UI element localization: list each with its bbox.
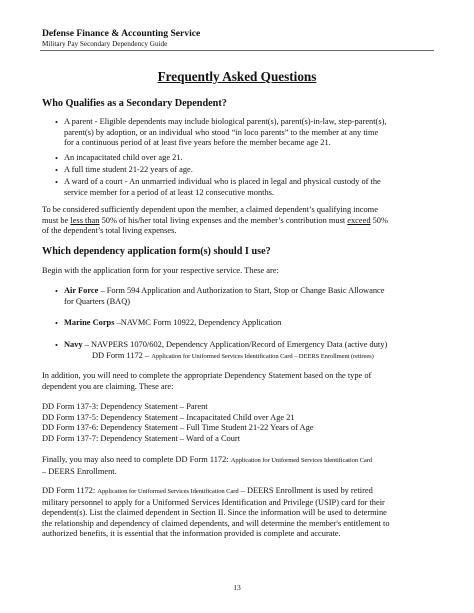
header-org: Defense Finance & Accounting Service: [42, 28, 201, 39]
form-list-item: DD Form 137-3: Dependency Statement – Parent: [42, 402, 208, 411]
section-heading-qualifies: Who Qualifies as a Secondary Dependent?: [42, 98, 227, 109]
page-title: Frequently Asked Questions: [157, 69, 317, 84]
paragraph-line: must be less than 50% of his/her total living expenses and the member’s contribution must exceed 50%: [42, 215, 388, 225]
paragraph-line: of the dependent’s total living expenses.: [42, 226, 177, 236]
bullet-icon: •: [55, 178, 58, 187]
form-list-item: DD Form 137-6: Dependency Statement – Full Time Student 21-22 Years of Age: [42, 423, 314, 433]
paragraph-finally: Finally, you may also need to complete DD Form 1172: Application for Uniformed Services Identification Card – DEERS Enrollment.: [42, 455, 372, 476]
paragraph-addition: In addition, you will need to complete the appropriate Dependency Statement based on the type of dependent you are claiming. These are:: [42, 371, 372, 391]
list-item-parent: [64, 117, 434, 149]
list-item-line: A full time student 21-22 years of age.: [64, 165, 193, 174]
underlined-text: exceed: [347, 215, 371, 225]
bullet-icon: •: [55, 341, 58, 350]
bullet-icon: •: [55, 319, 58, 328]
paragraph-dd1172: DD Form 1172: Application for Uniformed Services Identification Card – DEERS Enrollment is used by retired military personnel to apply for a Uniformed Services Identification and Privilege (USIP) card for their dependent(s). List the claimed dependent in Section II. Since the information will be used to determine the relationship and dependency of claimed dependents, and will determine the member's entitlement to authorized benefits, it is essential that the information provided is complete and accurate.: [42, 486, 390, 539]
list-item-line: An incapacitated child over age 21.: [64, 153, 183, 162]
list-item-marine-corps: Marine Corps –NAVMC Form 10922, Dependency Application: [64, 318, 282, 327]
service-label: Navy: [64, 340, 83, 349]
paragraph-line: To be considered sufficiently dependent upon the member, a claimed dependent’s qualifying income: [42, 205, 378, 214]
paragraph-sufficiency: [42, 205, 442, 237]
header-rule: [40, 50, 434, 51]
paragraph-intro: Begin with the application form for your respective service. These are:: [42, 266, 279, 275]
list-item-line: for a continuous period of at least five years before the member became age 21.: [64, 138, 331, 148]
underlined-text: less than: [70, 215, 100, 225]
list-item-air-force: Air Force – Form 594 Application and Authorization to Start, Stop or Change Basic Allowance for Quarters (BAQ): [64, 286, 385, 306]
list-item-line: service member for a period of at least 12 consecutive months.: [64, 187, 275, 197]
list-item-ward: [64, 177, 434, 198]
service-label: Air Force: [64, 286, 99, 295]
form-list-item: DD Form 137-7: Dependency Statement – Ward of a Court: [42, 433, 241, 443]
section-heading-forms: Which dependency application form(s) should I use?: [42, 246, 271, 257]
page-number: 13: [233, 583, 241, 592]
bullet-icon: •: [55, 118, 58, 127]
list-item-navy: Navy – NAVPERS 1070/602, Dependency Application/Record of Emergency Data (active duty) DD Form 1172 – Application for Uniformed Services Identification Card – DEERS Enrollment (retirees): [64, 340, 388, 360]
header-guide: Military Pay Secondary Dependency Guide: [42, 40, 168, 48]
service-label: Marine Corps: [64, 318, 115, 327]
bullet-icon: •: [55, 287, 58, 296]
list-item-student: [64, 165, 434, 176]
list-item-line: A parent - Eligible dependents may include biological parent(s), parent(s)-in-law, step-parent(s),: [64, 117, 387, 126]
dependency-statement-list: [42, 402, 442, 444]
bullet-icon: •: [55, 154, 58, 163]
list-item-line: parent(s) by adoption, or an individual who stood “in loco parents” to the member at any time: [64, 127, 379, 137]
list-item-incapacitated-child: [64, 153, 434, 164]
form-list-item: DD Form 137-5: Dependency Statement – Incapacitated Child over Age 21: [42, 412, 295, 422]
bullet-icon: •: [55, 166, 58, 175]
list-item-line: A ward of a court - An unmarried individual who is placed in legal and physical custody of the: [64, 177, 381, 186]
